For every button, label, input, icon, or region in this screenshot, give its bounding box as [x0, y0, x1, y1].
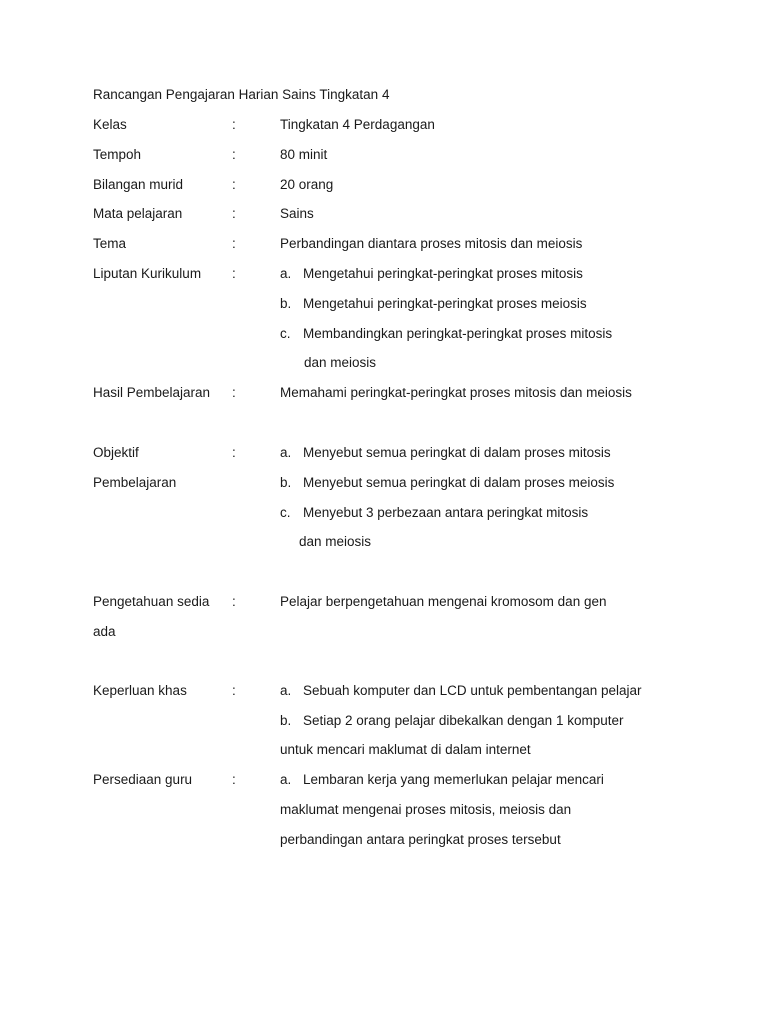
persediaan-item-text: Lembaran kerja yang memerlukan pelajar mencari	[303, 772, 604, 787]
pengetahuan-colon: :	[232, 594, 236, 609]
hasil-colon: :	[232, 385, 236, 400]
mata-value: Sains	[280, 206, 314, 221]
liputan-label: Liputan Kurikulum	[93, 266, 202, 281]
kelas-label: Kelas	[93, 117, 127, 132]
objektif-item-marker: a.	[280, 445, 292, 460]
bilangan-label: Bilangan murid	[93, 177, 184, 192]
keperluan-item-marker: a.	[280, 683, 292, 698]
pengetahuan-value: Pelajar berpengetahuan mengenai kromosom dan gen	[280, 594, 607, 609]
tempoh-label: Tempoh	[93, 147, 142, 162]
persediaan-label: Persediaan guru	[93, 772, 193, 787]
keperluan-item-marker: b.	[280, 713, 292, 728]
persediaan-continuation-2: perbandingan antara peringkat proses tersebut	[280, 832, 561, 847]
liputan-item-text: Mengetahui peringkat-peringkat proses meiosis	[303, 296, 587, 311]
liputan-item-marker: b.	[280, 296, 292, 311]
mata-colon: :	[232, 206, 236, 221]
hasil-value: Memahami peringkat-peringkat proses mitosis dan meiosis	[280, 385, 632, 400]
objektif-colon: :	[232, 445, 236, 460]
tema-label: Tema	[93, 236, 127, 251]
liputan-item-marker: c.	[280, 326, 291, 341]
bilangan-colon: :	[232, 177, 236, 192]
persediaan-continuation-1: maklumat mengenai proses mitosis, meiosis dan	[280, 802, 572, 817]
liputan-item-marker: a.	[280, 266, 292, 281]
liputan-colon: :	[232, 266, 236, 281]
keperluan-item-text: Setiap 2 orang pelajar dibekalkan dengan 1 komputer	[303, 713, 624, 728]
objektif-item-marker: c.	[280, 505, 291, 520]
objektif-label-line1: Objektif	[93, 445, 139, 460]
keperluan-label: Keperluan khas	[93, 683, 187, 698]
keperluan-colon: :	[232, 683, 236, 698]
tempoh-value: 80 minit	[280, 147, 328, 162]
tempoh-colon: :	[232, 147, 236, 162]
objektif-item-marker: b.	[280, 475, 292, 490]
liputan-continuation: dan meiosis	[304, 355, 377, 370]
tema-value: Perbandingan diantara proses mitosis dan meiosis	[280, 236, 583, 251]
keperluan-continuation: untuk mencari maklumat di dalam internet	[280, 742, 531, 757]
liputan-item-text: Membandingkan peringkat-peringkat proses mitosis	[303, 326, 613, 341]
kelas-value: Tingkatan 4 Perdagangan	[280, 117, 435, 132]
document-title: Rancangan Pengajaran Harian Sains Tingkatan 4	[93, 87, 390, 102]
objektif-continuation: dan meiosis	[299, 534, 372, 549]
pengetahuan-label-line1: Pengetahuan sedia	[93, 594, 210, 609]
objektif-item-text: Menyebut semua peringkat di dalam proses meiosis	[303, 475, 615, 490]
keperluan-item-text: Sebuah komputer dan LCD untuk pembentangan pelajar	[303, 683, 642, 698]
objektif-label-line2: Pembelajaran	[93, 475, 177, 490]
persediaan-item-marker: a.	[280, 772, 292, 787]
liputan-item-text: Mengetahui peringkat-peringkat proses mitosis	[303, 266, 583, 281]
tema-colon: :	[232, 236, 236, 251]
objektif-item-text: Menyebut semua peringkat di dalam proses mitosis	[303, 445, 611, 460]
kelas-colon: :	[232, 117, 236, 132]
persediaan-colon: :	[232, 772, 236, 787]
bilangan-value: 20 orang	[280, 177, 334, 192]
pengetahuan-label-line2: ada	[93, 624, 116, 639]
mata-label: Mata pelajaran	[93, 206, 183, 221]
hasil-label: Hasil Pembelajaran	[93, 385, 211, 400]
objektif-item-text: Menyebut 3 perbezaan antara peringkat mitosis	[303, 505, 589, 520]
